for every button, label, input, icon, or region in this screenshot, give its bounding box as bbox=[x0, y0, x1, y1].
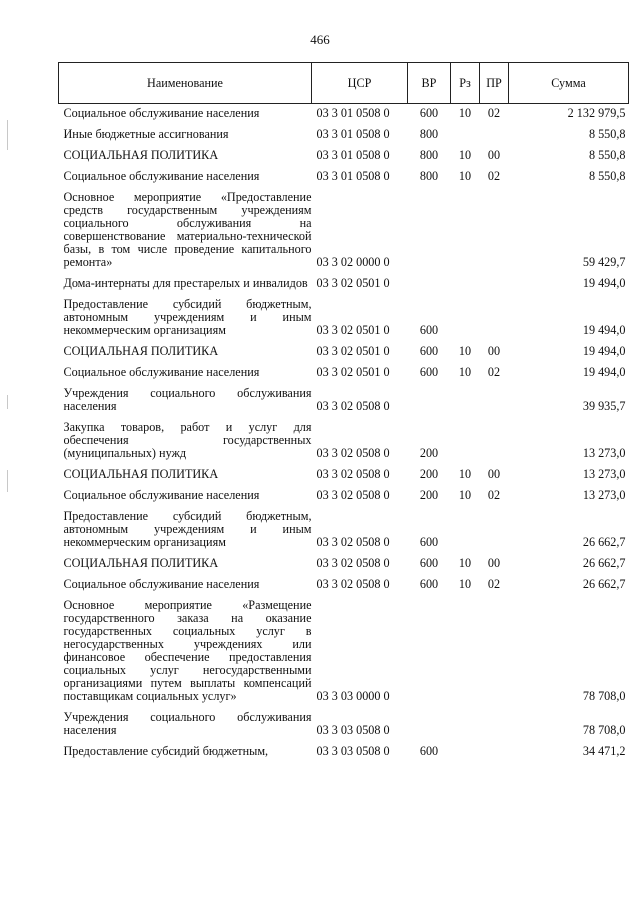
row-vr bbox=[408, 708, 451, 742]
table-row bbox=[59, 167, 629, 188]
row-rz bbox=[451, 295, 480, 342]
row-rz: 10 bbox=[458, 169, 472, 183]
table-row bbox=[59, 274, 629, 295]
page-number: 466 bbox=[310, 32, 330, 47]
row-sum: 19 494,0 bbox=[582, 276, 626, 290]
row-rz: 10 bbox=[458, 577, 472, 591]
row-rz: 10 bbox=[458, 344, 472, 358]
row-vr: 800 bbox=[419, 169, 439, 183]
row-csr: 03 3 02 0508 0 bbox=[316, 535, 390, 549]
row-csr: 03 3 02 0501 0 bbox=[316, 323, 390, 337]
table-row bbox=[59, 465, 629, 486]
column-header-sum: Сумма bbox=[509, 63, 629, 104]
row-vr: 600 bbox=[419, 556, 439, 570]
table-row bbox=[59, 507, 629, 554]
row-rz: 10 bbox=[458, 488, 472, 502]
row-pr bbox=[480, 384, 509, 418]
scan-edge-mark bbox=[7, 120, 8, 150]
row-vr: 600 bbox=[419, 744, 439, 758]
column-header-rz: Рз bbox=[451, 63, 480, 104]
row-vr bbox=[408, 274, 451, 295]
row-pr: 02 bbox=[487, 488, 501, 502]
table-row bbox=[59, 575, 629, 596]
table-row bbox=[59, 418, 629, 465]
row-csr: 03 3 01 0508 0 bbox=[316, 148, 390, 162]
row-vr: 800 bbox=[419, 127, 439, 141]
row-sum: 8 550,8 bbox=[588, 148, 626, 162]
row-sum: 8 550,8 bbox=[588, 169, 626, 183]
row-rz bbox=[451, 125, 480, 146]
table-row bbox=[59, 742, 629, 763]
row-sum: 59 429,7 bbox=[582, 255, 626, 269]
column-header-vr: ВР bbox=[408, 63, 451, 104]
column-header-pr: ПР bbox=[480, 63, 509, 104]
row-pr bbox=[480, 274, 509, 295]
row-csr: 03 3 02 0000 0 bbox=[316, 255, 390, 269]
row-rz bbox=[451, 708, 480, 742]
row-pr bbox=[480, 708, 509, 742]
row-csr: 03 3 01 0508 0 bbox=[316, 169, 390, 183]
row-sum: 78 708,0 bbox=[582, 723, 626, 737]
row-csr: 03 3 03 0508 0 bbox=[316, 723, 390, 737]
column-header-csr: ЦСР bbox=[312, 63, 408, 104]
row-name: Учреждения социального обслуживания населения bbox=[63, 386, 312, 413]
row-pr: 02 bbox=[487, 365, 501, 379]
row-rz bbox=[451, 507, 480, 554]
row-sum: 2 132 979,5 bbox=[567, 106, 626, 120]
row-vr: 600 bbox=[419, 106, 439, 120]
row-pr: 02 bbox=[487, 169, 501, 183]
row-rz bbox=[451, 384, 480, 418]
row-vr bbox=[408, 384, 451, 418]
row-rz bbox=[451, 274, 480, 295]
row-pr bbox=[480, 295, 509, 342]
row-vr: 200 bbox=[419, 467, 439, 481]
budget-table bbox=[58, 62, 629, 763]
row-rz: 10 bbox=[458, 467, 472, 481]
row-name: Дома-интернаты для престарелых и инвалидов bbox=[63, 276, 308, 290]
row-rz: 10 bbox=[458, 148, 472, 162]
row-pr: 00 bbox=[487, 556, 501, 570]
row-name: СОЦИАЛЬНАЯ ПОЛИТИКА bbox=[63, 148, 219, 162]
row-sum: 26 662,7 bbox=[582, 535, 626, 549]
row-rz bbox=[451, 188, 480, 274]
row-csr: 03 3 02 0501 0 bbox=[316, 276, 390, 290]
row-sum: 8 550,8 bbox=[588, 127, 626, 141]
row-csr: 03 3 01 0508 0 bbox=[316, 106, 390, 120]
row-name: Социальное обслуживание населения bbox=[63, 106, 260, 120]
row-pr: 00 bbox=[487, 344, 501, 358]
row-name: СОЦИАЛЬНАЯ ПОЛИТИКА bbox=[63, 556, 219, 570]
row-name: СОЦИАЛЬНАЯ ПОЛИТИКА bbox=[63, 467, 219, 481]
table-row bbox=[59, 146, 629, 167]
row-vr: 200 bbox=[419, 488, 439, 502]
row-rz bbox=[451, 418, 480, 465]
row-name: Основное мероприятие «Предоставление средств государственным учреждениям социального обслуживания на совершенствование материально-технической базы, в том числе проведение капитального ремонта» bbox=[63, 190, 312, 269]
row-name: Социальное обслуживание населения bbox=[63, 169, 260, 183]
table-row bbox=[59, 125, 629, 146]
row-vr: 600 bbox=[419, 323, 439, 337]
row-csr: 03 3 02 0508 0 bbox=[316, 467, 390, 481]
row-name: Социальное обслуживание населения bbox=[63, 577, 260, 591]
scan-edge-mark bbox=[7, 395, 8, 409]
row-csr: 03 3 03 0508 0 bbox=[316, 744, 390, 758]
table-row bbox=[59, 708, 629, 742]
row-vr: 600 bbox=[419, 577, 439, 591]
row-vr: 600 bbox=[419, 535, 439, 549]
row-sum: 13 273,0 bbox=[582, 446, 626, 460]
row-pr bbox=[480, 188, 509, 274]
row-sum: 39 935,7 bbox=[582, 399, 626, 413]
row-pr bbox=[480, 507, 509, 554]
row-sum: 13 273,0 bbox=[582, 467, 626, 481]
row-pr: 02 bbox=[487, 577, 501, 591]
table-row bbox=[59, 188, 629, 274]
row-rz: 10 bbox=[458, 106, 472, 120]
row-name: Закупка товаров, работ и услуг для обеспечения государственных (муниципальных) нужд bbox=[63, 420, 312, 460]
row-sum: 26 662,7 bbox=[582, 556, 626, 570]
row-csr: 03 3 02 0508 0 bbox=[316, 556, 390, 570]
row-pr: 02 bbox=[487, 106, 501, 120]
row-csr: 03 3 01 0508 0 bbox=[316, 127, 390, 141]
row-pr bbox=[480, 125, 509, 146]
row-name: Социальное обслуживание населения bbox=[63, 365, 260, 379]
row-pr: 00 bbox=[487, 467, 501, 481]
row-sum: 13 273,0 bbox=[582, 488, 626, 502]
row-name: Иные бюджетные ассигнования bbox=[63, 127, 229, 141]
row-sum: 19 494,0 bbox=[582, 344, 626, 358]
table-row bbox=[59, 363, 629, 384]
row-pr bbox=[480, 418, 509, 465]
header-row bbox=[59, 63, 629, 104]
row-sum: 26 662,7 bbox=[582, 577, 626, 591]
row-rz: 10 bbox=[458, 556, 472, 570]
table-row bbox=[59, 486, 629, 507]
row-csr: 03 3 02 0501 0 bbox=[316, 344, 390, 358]
row-pr bbox=[480, 596, 509, 708]
row-csr: 03 3 02 0508 0 bbox=[316, 577, 390, 591]
row-csr: 03 3 02 0508 0 bbox=[316, 399, 390, 413]
row-name: СОЦИАЛЬНАЯ ПОЛИТИКА bbox=[63, 344, 219, 358]
row-pr bbox=[480, 742, 509, 763]
row-csr: 03 3 02 0508 0 bbox=[316, 488, 390, 502]
scan-edge-mark bbox=[7, 470, 8, 492]
row-csr: 03 3 02 0508 0 bbox=[316, 446, 390, 460]
column-header-name: Наименование bbox=[59, 63, 312, 104]
row-name: Предоставление субсидий бюджетным, автономным учреждениям и иным некоммерческим организациям bbox=[63, 297, 312, 337]
table-row bbox=[59, 384, 629, 418]
row-vr: 600 bbox=[419, 365, 439, 379]
row-sum: 34 471,2 bbox=[582, 744, 626, 758]
row-name: Учреждения социального обслуживания населения bbox=[63, 710, 312, 737]
row-vr: 600 bbox=[419, 344, 439, 358]
row-name: Предоставление субсидий бюджетным, bbox=[63, 744, 269, 758]
table-row bbox=[59, 554, 629, 575]
row-name: Социальное обслуживание населения bbox=[63, 488, 260, 502]
row-sum: 19 494,0 bbox=[582, 365, 626, 379]
row-pr: 00 bbox=[487, 148, 501, 162]
table-row bbox=[59, 596, 629, 708]
row-csr: 03 3 03 0000 0 bbox=[316, 689, 390, 703]
table-row bbox=[59, 295, 629, 342]
row-rz bbox=[451, 596, 480, 708]
row-sum: 19 494,0 bbox=[582, 323, 626, 337]
row-vr: 200 bbox=[419, 446, 439, 460]
table-body bbox=[59, 104, 629, 764]
row-name: Предоставление субсидий бюджетным, автономным учреждениям и иным некоммерческим организациям bbox=[63, 509, 312, 549]
row-vr: 800 bbox=[419, 148, 439, 162]
row-sum: 78 708,0 bbox=[582, 689, 626, 703]
row-vr bbox=[408, 596, 451, 708]
row-name: Основное мероприятие «Размещение государственного заказа на оказание государственных социальных услуг в негосударственных учреждениях или финансовое обеспечение предоставления социальных услуг негосударственными организациями путем выплаты компенсаций поставщикам социальных услуг» bbox=[63, 598, 312, 703]
row-vr bbox=[408, 188, 451, 274]
table-row bbox=[59, 342, 629, 363]
row-csr: 03 3 02 0501 0 bbox=[316, 365, 390, 379]
row-rz: 10 bbox=[458, 365, 472, 379]
row-rz bbox=[451, 742, 480, 763]
table-row bbox=[59, 104, 629, 126]
